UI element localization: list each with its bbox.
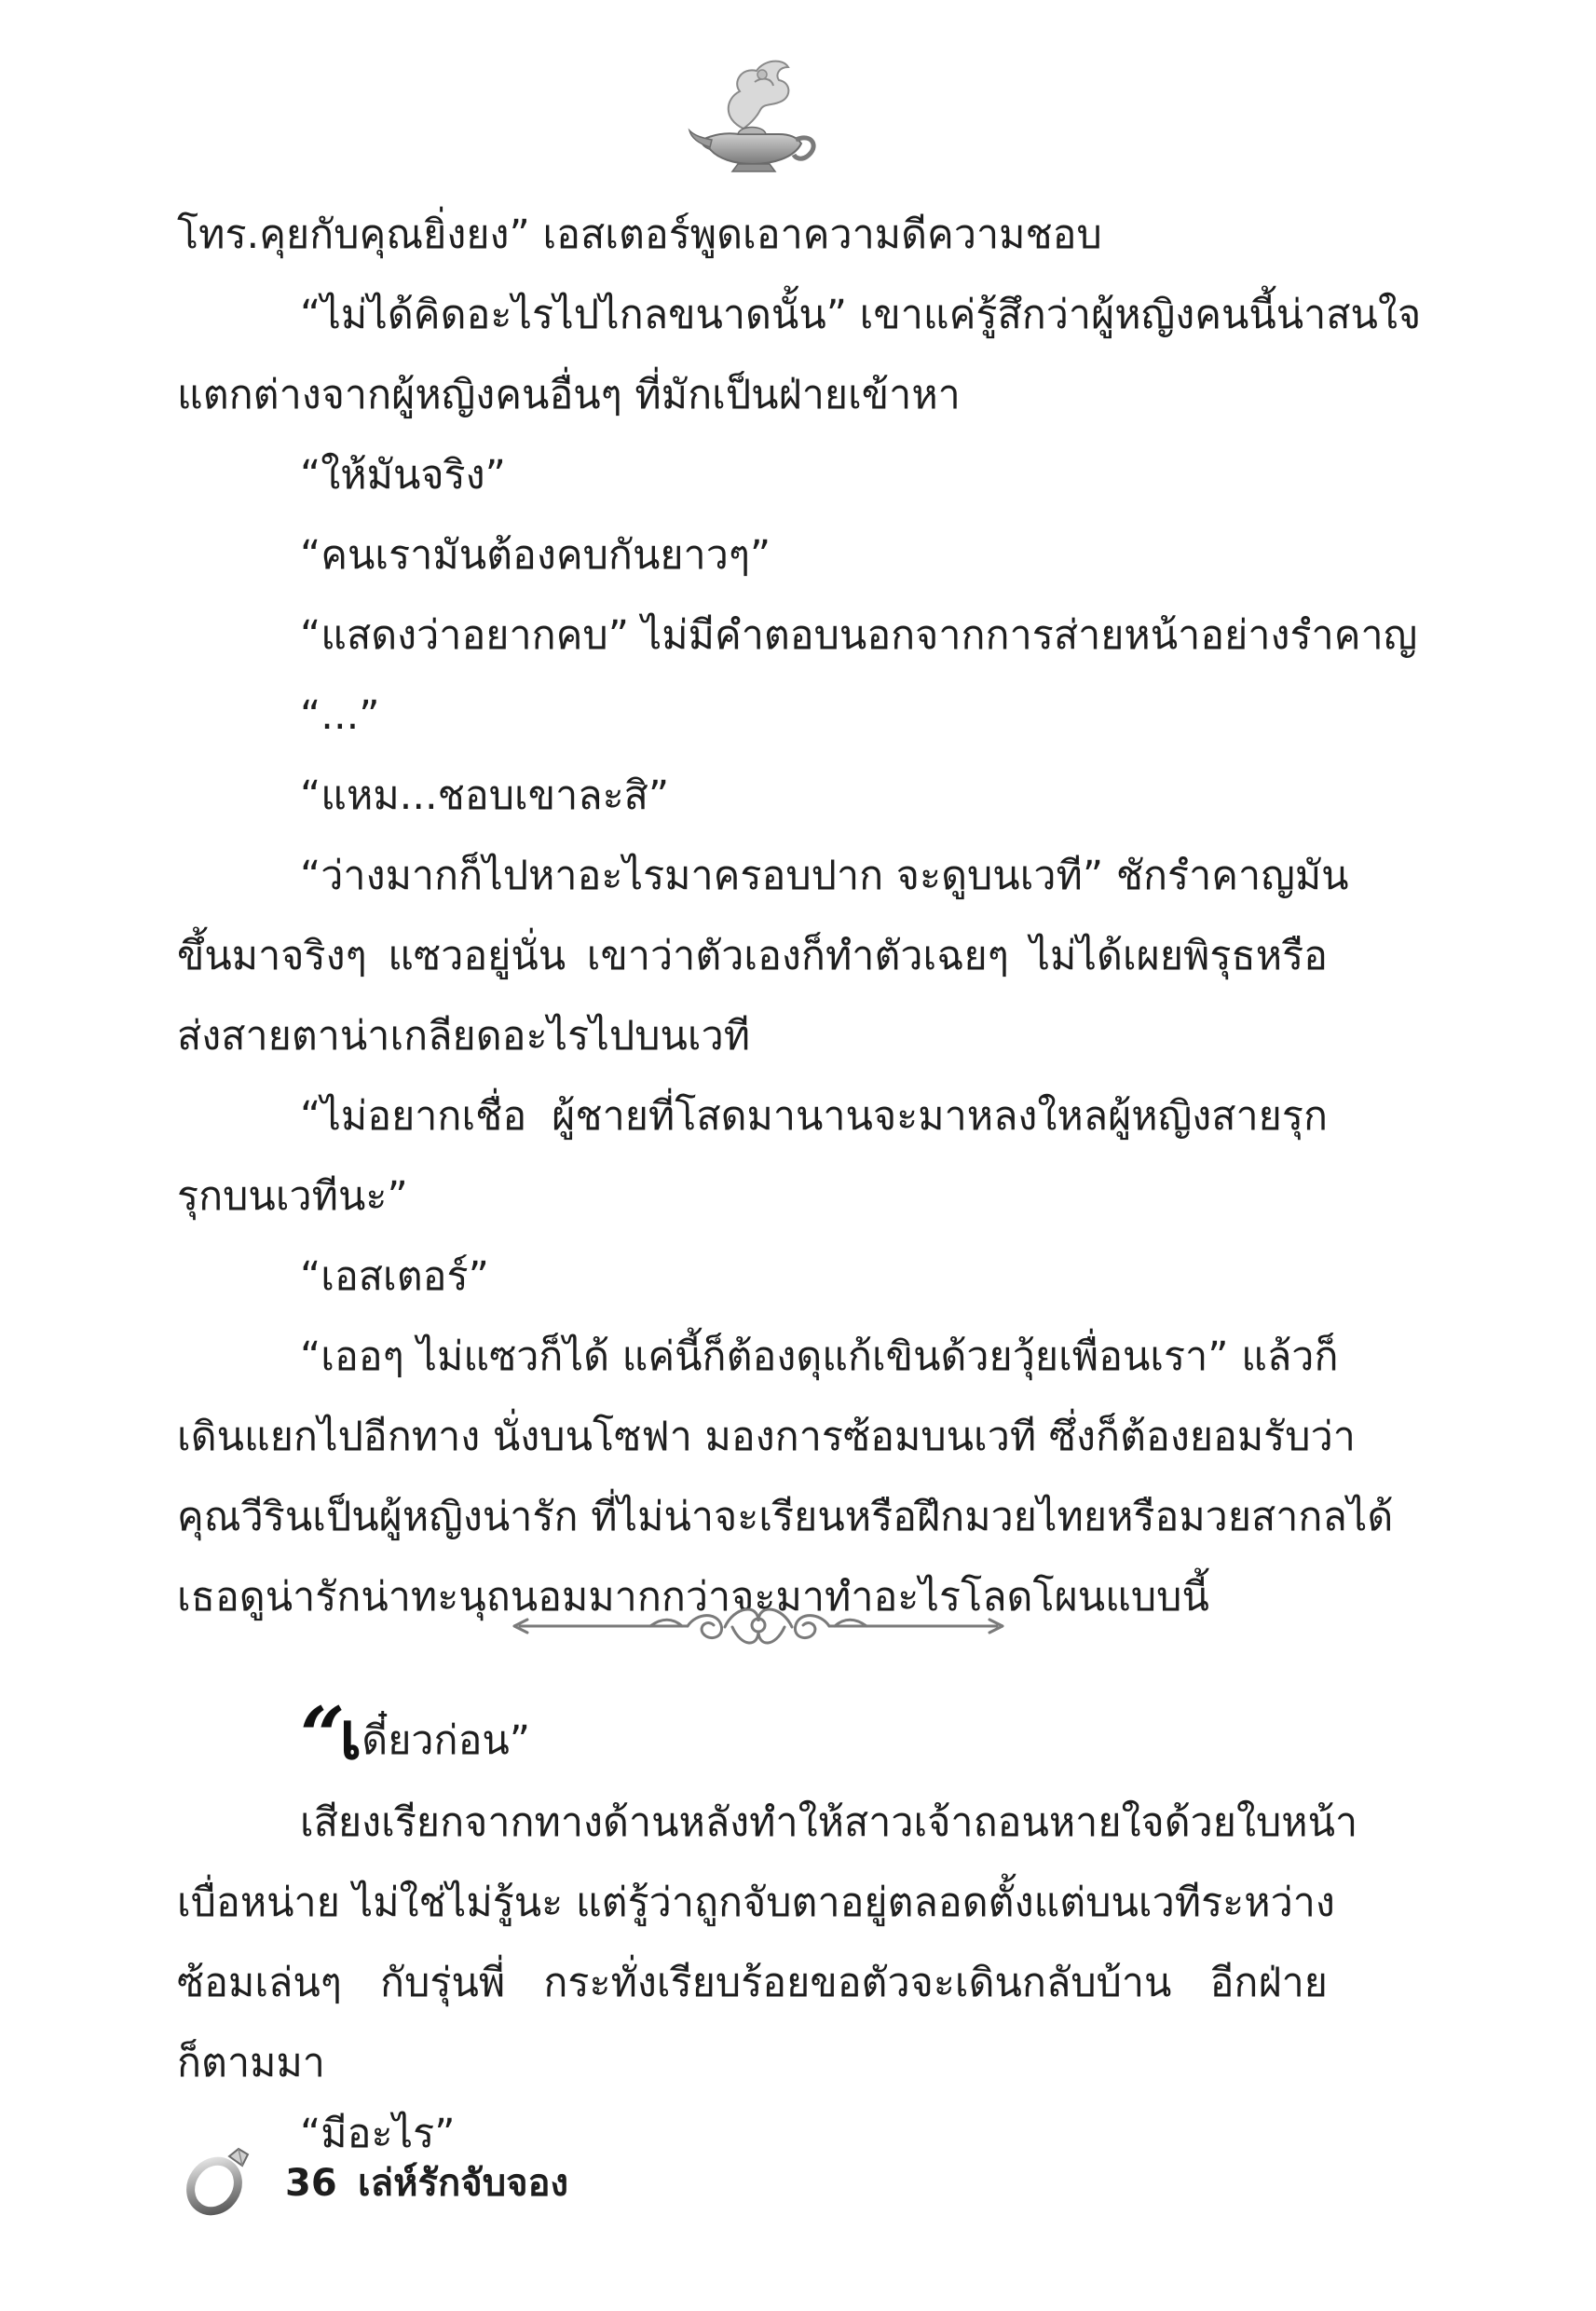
ring-icon bbox=[183, 2143, 257, 2218]
body-line: “...” bbox=[300, 692, 380, 739]
body-line: “ให้มันจริง” bbox=[300, 452, 506, 499]
body-line: แตกต่างจากผู้หญิงคนอื่นๆ ที่มักเป็นฝ่ายเข้าหา bbox=[177, 372, 961, 418]
body-line: “แหม...ชอบเขาละสิ” bbox=[300, 773, 670, 819]
body-line: คุณวีรินเป็นผู้หญิงน่ารัก ที่ไม่น่าจะเรียนหรือฝึกมวยไทยหรือมวยสากลได้ bbox=[177, 1494, 1394, 1540]
body-line: “ว่างมากก็ไปหาอะไรมาครอบปาก จะดูบนเวที” ชักรำคาญมัน bbox=[300, 853, 1349, 899]
body-line: “แสดงว่าอยากคบ” ไม่มีคำตอบนอกจากการส่ายหน้าอย่างรำคาญ bbox=[300, 612, 1418, 659]
dropcap-rest: ดี๋ยวก่อน” bbox=[361, 1717, 531, 1764]
body-line: รุกบนเวทีนะ” bbox=[177, 1173, 408, 1220]
section-line: ซ้อมเล่นๆ กับรุ่นพี่ กระทั่งเรียบร้อยขอตัวจะเดินกลับบ้าน อีกฝ่าย bbox=[177, 1960, 1328, 2006]
body-line: เดินแยกไปอีกทาง นั่งบนโซฟา มองการซ้อมบนเวที ซึ่งก็ต้องยอมรับว่า bbox=[177, 1414, 1356, 1460]
body-line: เธอดูน่ารักน่าทะนุถนอมมากกว่าจะมาทำอะไรโลดโผนแบบนี้ bbox=[177, 1574, 1209, 1620]
body-line: “คนเรามันต้องคบกันยาวๆ” bbox=[300, 532, 771, 579]
body-line: “ไม่อยากเชื่อ ผู้ชายที่โสดมานานจะมาหลงใหลผู้หญิงสายรุก bbox=[300, 1093, 1328, 1140]
section-opening bbox=[300, 1689, 531, 1782]
section-line: เบื่อหน่าย ไม่ใช่ไม่รู้นะ แต่รู้ว่าถูกจับตาอยู่ตลอดตั้งแต่บนเวทีระหว่าง bbox=[177, 1880, 1335, 1926]
section-line: เสียงเรียกจากทางด้านหลังทำให้สาวเจ้าถอนหายใจด้วยใบหน้า bbox=[300, 1799, 1358, 1846]
body-line: “ไม่ได้คิดอะไรไปไกลขนาดนั้น” เขาแค่รู้สึกว่าผู้หญิงคนนี้น่าสนใจ bbox=[300, 292, 1422, 338]
body-line: “เออๆ ไม่แซวก็ได้ แค่นี้ก็ต้องดุแก้เขินด้วยวุ้ยเพื่อนเรา” แล้วก็ bbox=[300, 1333, 1339, 1380]
page-number: 36 bbox=[285, 2162, 337, 2205]
body-line: ส่งสายตาน่าเกลียดอะไรไปบนเวที bbox=[177, 1013, 751, 1060]
body-line: ขึ้นมาจริงๆ แซวอยู่นั่น เขาว่าตัวเองก็ทำตัวเฉยๆ ไม่ได้เผยพิรุธหรือ bbox=[177, 933, 1328, 979]
book-title: เล่ห์รักจับจอง bbox=[358, 2162, 569, 2205]
genie-lamp-icon bbox=[686, 54, 822, 173]
body-line: “เอสเตอร์” bbox=[300, 1253, 489, 1300]
body-line: โทร.คุยกับคุณยิ่งยง” เอสเตอร์พูดเอาความดีความชอบ bbox=[177, 212, 1102, 258]
dropcap-quote-mark: “ bbox=[300, 1689, 346, 1782]
scene-divider-ornament-icon bbox=[511, 1593, 1006, 1659]
section-line: “มีอะไร” bbox=[300, 2111, 456, 2157]
section-line: ก็ตามมา bbox=[177, 2040, 325, 2086]
dropcap-letter: เ bbox=[339, 1698, 362, 1774]
